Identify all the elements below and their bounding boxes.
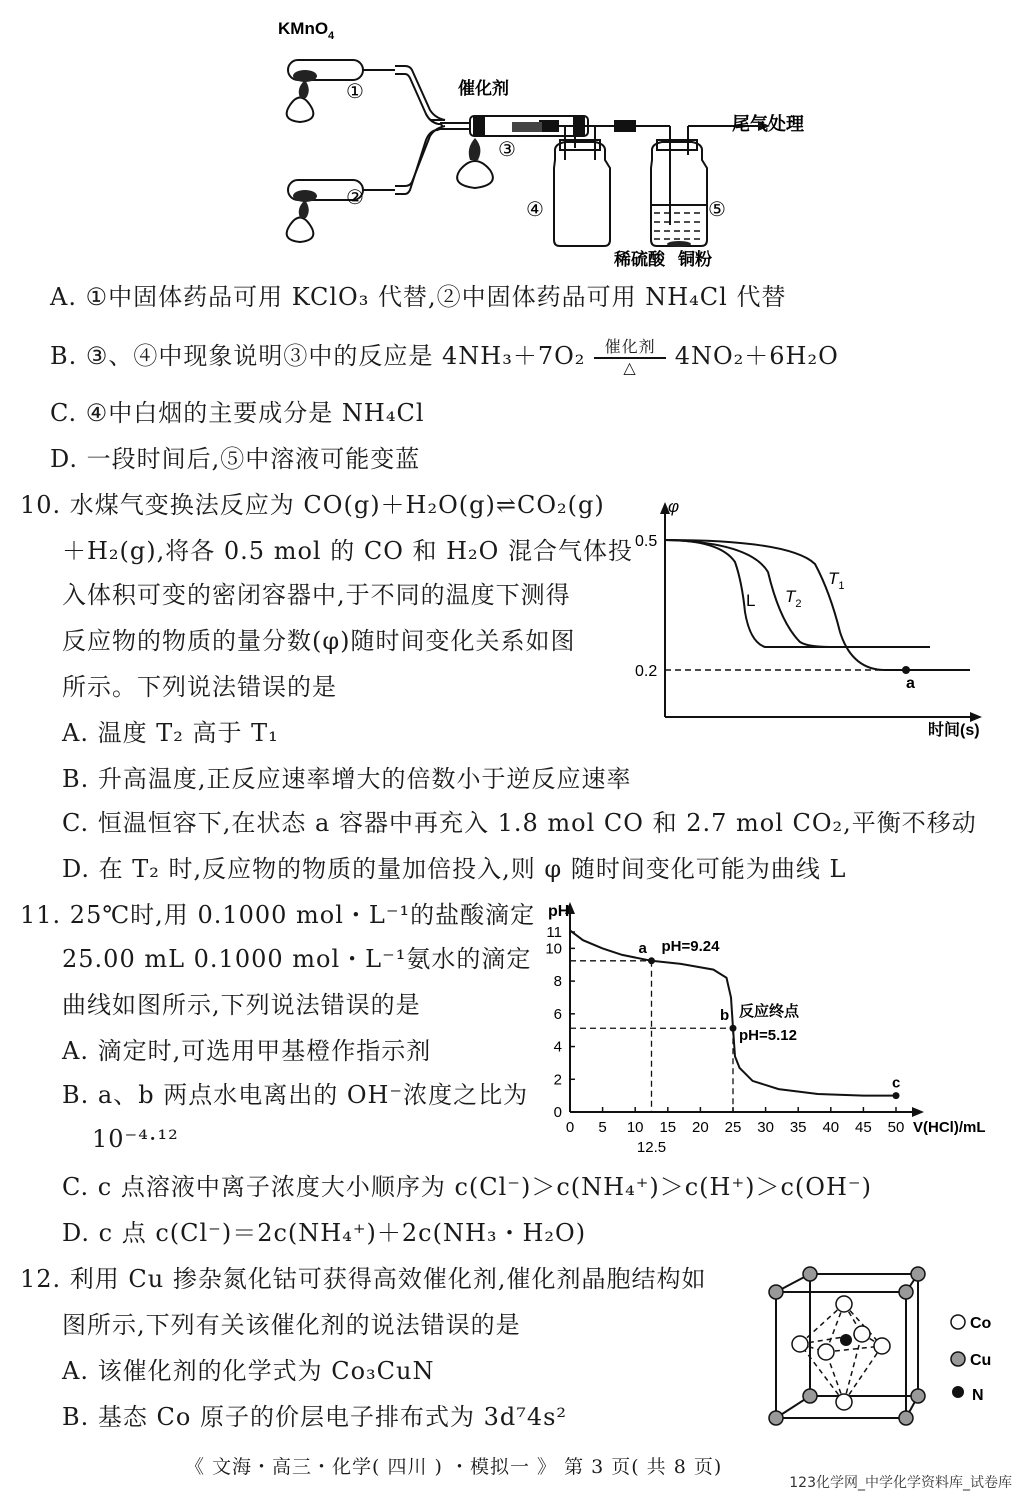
q11-option-b-value: 10⁻⁴·¹²: [92, 1125, 179, 1153]
x-tick-label: 20: [692, 1119, 709, 1136]
point-c: [893, 1092, 900, 1099]
q10-line-1: 10. 水煤气变换法反应为 CO(g)＋H₂O(g)⇌CO₂(g): [20, 491, 605, 519]
q10-option-c: C. 恒温恒容下,在状态 a 容器中再充入 1.8 mol CO 和 2.7 mol CO₂,平衡不移动: [62, 809, 977, 837]
x-arrow: [912, 1107, 924, 1117]
tick-05: 0.5: [635, 533, 658, 550]
label-T1: $T_1$: [828, 569, 845, 592]
point-label-b: b: [720, 1007, 730, 1025]
y-tick-label: 6: [553, 1005, 562, 1023]
tick-02: 0.2: [635, 663, 658, 680]
point-label-a: a: [638, 939, 647, 957]
y-tick-label: 4: [553, 1038, 562, 1056]
dilute-acid-label: 稀硫酸: [614, 250, 665, 269]
condition-heat: △: [623, 358, 637, 377]
q11-option-b: B. a、b 两点水电离出的 OH⁻浓度之比为: [62, 1081, 529, 1109]
x-tick-label: 50: [887, 1119, 905, 1136]
q9-option-c: C. ④中白烟的主要成分是 NH₄Cl: [50, 399, 425, 427]
q10-option-b: B. 升高温度,正反应速率增大的倍数小于逆反应速率: [62, 765, 632, 793]
q11-option-d: D. c 点 c(Cl⁻)＝2c(NH₄⁺)＋2c(NH₃・H₂O): [62, 1219, 587, 1247]
y-tick-label: 2: [553, 1071, 562, 1089]
point-note-b: 反应终点: [739, 1003, 800, 1021]
page-footer: 《 文海・高三・化学( 四川 ) ・模拟一 》 第 3 页( 共 8 页): [185, 1456, 723, 1478]
kmno4-label: KMnO$_4$: [278, 19, 335, 42]
y-tick-label: 8: [553, 973, 562, 991]
q11-option-a: A. 滴定时,可选用甲基橙作指示剂: [62, 1037, 432, 1065]
q11-option-c: C. c 点溶液中离子浓度大小顺序为 c(Cl⁻)＞c(NH₄⁺)＞c(H⁺)＞c(OH⁻): [62, 1173, 872, 1201]
q9-option-b-rhs: 4NO₂＋6H₂O: [674, 342, 839, 370]
reaction-condition: [594, 338, 666, 377]
q10-line-3: 入体积可变的密闭容器中,于不同的温度下测得: [62, 581, 571, 609]
ph-axis-label: pH: [548, 903, 570, 920]
q11-line-1: 11. 25℃时,用 0.1000 mol・L⁻¹的盐酸滴定: [20, 901, 536, 929]
label-L: L: [746, 591, 756, 610]
x-tick-label: 10: [626, 1119, 644, 1136]
curve-T1-path: [665, 540, 970, 670]
phi-time-chart: [630, 492, 1000, 742]
q9-option-d: D. 一段时间后,⑤中溶液可能变蓝: [50, 445, 421, 473]
x-tick-label: 30: [757, 1119, 774, 1136]
q10-option-a: A. 温度 T₂ 高于 T₁: [62, 719, 279, 747]
label-2: ②: [346, 187, 364, 209]
q12-option-b: B. 基态 Co 原子的价层电子排布式为 3d⁷4s²: [62, 1403, 568, 1431]
apparatus-figure: [260, 10, 820, 270]
label-3: ③: [498, 139, 516, 161]
q10-option-d: D. 在 T₂ 时,反应物的物质的量加倍投入,则 φ 随时间变化可能为曲线 L: [62, 855, 847, 883]
q12-line-1: 12. 利用 Cu 掺杂氮化钴可获得高效催化剂,催化剂晶胞结构如: [20, 1265, 707, 1293]
cu-powder-label: 铜粉: [678, 250, 712, 269]
point-a: [648, 957, 655, 964]
x-tick-label: 35: [789, 1119, 807, 1136]
x-tick-label: 45: [855, 1119, 872, 1136]
q12-line-2: 图所示,下列有关该催化剂的说法错误的是: [62, 1311, 521, 1339]
point-text-a: pH=9.24: [661, 937, 720, 955]
label-1: ①: [346, 81, 364, 103]
x-tick-label: 25: [724, 1119, 742, 1136]
curve-L-path: [665, 540, 930, 647]
legend-cu: Cu: [970, 1352, 992, 1369]
point-a: [902, 666, 910, 674]
q11-line-3: 曲线如图所示,下列说法错误的是: [62, 991, 421, 1019]
point-text-b: pH=5.12: [739, 1027, 797, 1045]
q11-line-2: 25.00 mL 0.1000 mol・L⁻¹氨水的滴定: [62, 945, 532, 973]
label-a: a: [906, 675, 915, 692]
x-tick-label: 0: [565, 1119, 575, 1136]
point-label-c: c: [892, 1074, 901, 1092]
watermark: 123化学网_中学化学资料库_试卷库: [789, 1475, 1012, 1491]
label-4: ④: [526, 199, 544, 221]
titration-chart: [540, 900, 1000, 1160]
point-b: [730, 1025, 737, 1032]
x-tick-label: 15: [659, 1119, 677, 1136]
q10-line-4: 反应物的物质的量分数(φ)随时间变化关系如图: [62, 627, 576, 655]
x-tick-label: 40: [822, 1119, 840, 1136]
x-tick-label-12-5: 12.5: [636, 1139, 667, 1156]
q9-option-b: [50, 338, 839, 377]
y-tick-label: 0: [553, 1104, 562, 1121]
condition-catalyst: 催化剂: [604, 337, 656, 356]
q9-option-a: A. ①中固体药品可用 KClO₃ 代替,②中固体药品可用 NH₄Cl 代替: [50, 283, 787, 311]
catalyst-label: 催化剂: [458, 79, 509, 98]
q10-line-2: ＋H₂(g),将各 0.5 mol 的 CO 和 H₂O 混合气体投: [62, 537, 633, 565]
legend-n: N: [972, 1387, 984, 1404]
phi-axis-label: φ: [668, 497, 680, 516]
q12-option-a: A. 该催化剂的化学式为 Co₃CuN: [62, 1357, 435, 1385]
q9-option-b-lhs: B. ③、④中现象说明③中的反应是 4NH₃＋7O₂: [50, 342, 586, 370]
time-axis-label: 时间(s): [928, 722, 980, 739]
y-tick-label: 10: [545, 940, 562, 958]
legend-co: Co: [970, 1315, 992, 1332]
q10-line-5: 所示。下列说法错误的是: [62, 673, 337, 701]
label-5: ⑤: [708, 199, 726, 221]
y-tick-label: 11: [546, 924, 562, 941]
x-tick-label: 5: [598, 1119, 607, 1136]
crystal-cell-figure: [760, 1262, 1010, 1452]
volume-axis-label: V(HCl)/mL: [913, 1119, 986, 1136]
tail-gas-label: 尾气处理: [732, 114, 804, 134]
label-T2: $T_2$: [785, 587, 802, 610]
